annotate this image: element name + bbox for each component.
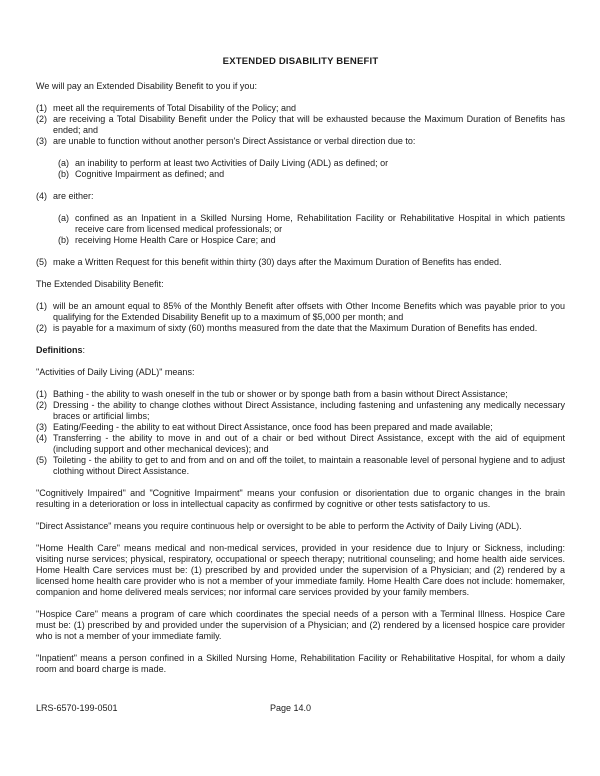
item-text: meet all the requirements of Total Disability of the Policy; and <box>53 103 296 113</box>
item-text: will be an amount equal to 85% of the Monthly Benefit after offsets with Other Income Benefits which was payable prior to you qualifying for the Extended Disability Benefit up to a maximum of $5,000 per month; and <box>53 301 565 322</box>
adl-definition-intro: "Activities of Daily Living (ADL)" means: <box>36 367 195 377</box>
item-number: (5) <box>36 455 47 465</box>
list-item <box>58 169 565 180</box>
benefit-section-heading: The Extended Disability Benefit: <box>36 279 164 289</box>
item-number: (a) <box>58 158 69 168</box>
item-text: are receiving a Total Disability Benefit under the Policy that will be exhausted because the Maximum Duration of Benefits has ended; and <box>53 114 565 135</box>
list-item <box>36 455 565 477</box>
item-text: are either: <box>53 191 94 201</box>
list-item <box>36 103 565 114</box>
item-number: (5) <box>36 257 47 267</box>
adl-list <box>36 389 565 477</box>
page-title: EXTENDED DISABILITY BENEFIT <box>222 56 379 67</box>
item-number: (2) <box>36 323 47 333</box>
list-item <box>36 191 565 202</box>
condition5-item <box>36 257 565 268</box>
item-number: (3) <box>36 136 47 146</box>
list-item <box>36 114 565 136</box>
item-number: (b) <box>58 235 69 245</box>
eligibility-conditions-list <box>36 103 565 147</box>
home-health-care-definition: "Home Health Care" means medical and non-medical services, provided in your residence due to Injury or Sickness, including: visiting nurse services; physical, respiratory, occupational or speech therapy; nutritional counseling; and home health aide services. Home Health Care services must be: (1) prescribed by and provided under the supervision of a Physician; and (2) rendered by a licensed home health care provider who is not a member of your immediate family. Home Health Care does not include: homemaker, companion and home delivered meals services; nor informal care services provided by your family members. <box>36 543 565 597</box>
item-text: Cognitive Impairment as defined; and <box>75 169 225 179</box>
item-text: make a Written Request for this benefit within thirty (30) days after the Maximum Duration of Benefits has ended. <box>53 257 502 267</box>
item-number: (b) <box>58 169 69 179</box>
item-number: (2) <box>36 400 47 410</box>
list-item <box>36 422 565 433</box>
list-item <box>36 136 565 147</box>
cognitively-impaired-definition: "Cognitively Impaired" and "Cognitive Impairment" means your confusion or disorientation due to organic changes in the brain resulting in a deterioration or loss in intellectual capacity as confirmed by cognitive or other tests satisfactory to us. <box>36 488 565 509</box>
list-item <box>58 213 565 235</box>
inpatient-definition: "Inpatient" means a person confined in a Skilled Nursing Home, Rehabilitation Facility or Rehabilitative Hospital, for whom a daily room and board charge is made. <box>36 653 565 674</box>
condition4-item <box>36 191 565 202</box>
item-text: Dressing - the ability to change clothes without Direct Assistance, including fastening and unfastening any medically necessary braces or artificial limbs; <box>53 400 565 421</box>
form-number: LRS-6570-199-0501 <box>36 703 118 713</box>
item-text: Eating/Feeding - the ability to eat without Direct Assistance, once food has been prepared and made available; <box>53 422 493 432</box>
list-item <box>36 433 565 455</box>
list-item <box>36 400 565 422</box>
list-item <box>58 235 565 246</box>
condition4-sublist <box>36 213 565 246</box>
item-text: receiving Home Health Care or Hospice Care; and <box>75 235 276 245</box>
item-number: (a) <box>58 213 69 223</box>
item-text: Bathing - the ability to wash oneself in the tub or shower or by sponge bath from a basin without Direct Assistance; <box>53 389 508 399</box>
item-number: (2) <box>36 114 47 124</box>
definitions-heading <box>36 345 565 356</box>
item-number: (3) <box>36 422 47 432</box>
definitions-label: Definitions <box>36 345 83 355</box>
page-footer <box>36 703 565 714</box>
item-number: (1) <box>36 301 47 311</box>
hospice-care-definition: "Hospice Care" means a program of care which coordinates the special needs of a person with a Terminal Illness. Hospice Care must be: (1) prescribed by and provided under the supervision of a Physician; and (2) rendered by a licensed hospice care provider who is not a member of your immediate family. <box>36 609 565 641</box>
benefit-terms-list <box>36 301 565 334</box>
list-item <box>36 323 565 334</box>
item-text: Toileting - the ability to get to and from and on and off the toilet, to maintain a reasonable level of personal hygiene and to adjust clothing without Direct Assistance. <box>53 455 565 476</box>
item-number: (1) <box>36 389 47 399</box>
item-number: (4) <box>36 433 47 443</box>
list-item <box>36 257 565 268</box>
item-text: is payable for a maximum of sixty (60) months measured from the date that the Maximum Duration of Benefits has ended. <box>53 323 538 333</box>
item-text: an inability to perform at least two Activities of Daily Living (ADL) as defined; or <box>75 158 389 168</box>
list-item <box>58 158 565 169</box>
item-text: are unable to function without another person's Direct Assistance or verbal direction due to: <box>53 136 416 146</box>
item-text: Transferring - the ability to move in and out of a chair or bed without Direct Assistance, except with the aid of equipment (including support and other mechanical devices); and <box>53 433 565 454</box>
item-number: (4) <box>36 191 47 201</box>
direct-assistance-definition: "Direct Assistance" means you require continuous help or oversight to be able to perform the Activity of Daily Living (ADL). <box>36 521 522 531</box>
list-item <box>36 301 565 323</box>
item-text: confined as an Inpatient in a Skilled Nursing Home, Rehabilitation Facility or Rehabilitative Hospital in which patients receive care from licensed medical professionals; or <box>75 213 565 234</box>
definitions-colon: : <box>82 345 86 355</box>
list-item <box>36 389 565 400</box>
page-number: Page 14.0 <box>270 703 312 713</box>
condition3-sublist <box>36 158 565 180</box>
intro-text: We will pay an Extended Disability Benefit to you if you: <box>36 81 257 91</box>
item-number: (1) <box>36 103 47 113</box>
